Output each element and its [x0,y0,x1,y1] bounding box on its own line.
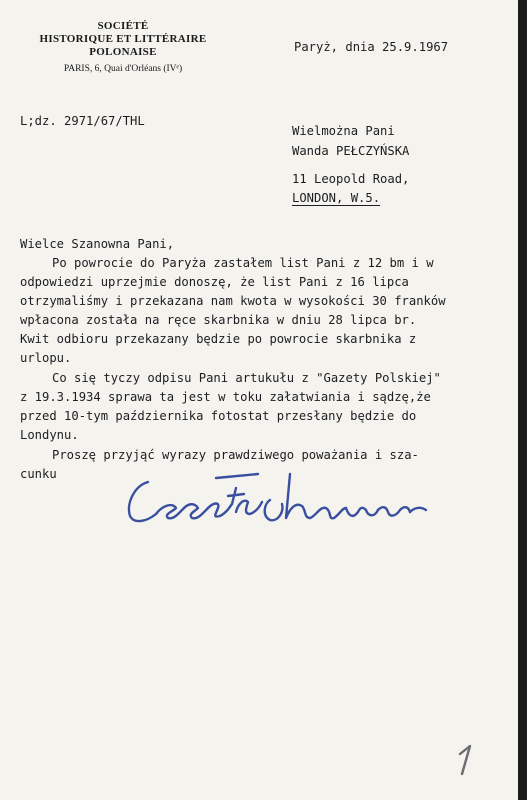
letterhead-line-3: POLONAISE [89,46,157,58]
body-line: Kwit odbioru przekazany będzie po powrocie skarbnika z [20,332,417,346]
handwritten-signature [120,452,450,542]
date-line: Paryż, dnia 25.9.1967 [294,40,449,54]
recipient-name: Wanda PEŁCZYŃSKA [292,144,410,158]
recipient-city: LONDON, W.5. [292,191,381,205]
recipient-title: Wielmożna Pani [292,124,395,138]
letterhead-line-1: SOCIÉTÉ [97,20,149,32]
body-line: Londynu. [20,428,79,442]
pencil-stroke-icon [446,740,486,780]
body-line: wpłacona została na ręce skarbnika w dniu 28 lipca br. [20,313,417,327]
letterhead-address: PARIS, 6, Quai d'Orléans (IVᵉ) [63,64,183,74]
reference-number: L;dz. 2971/67/THL [20,114,145,128]
body-line: Po powrocie do Paryża zastałem list Pani z 12 bm i w [52,256,434,270]
body-line: Co się tyczy odpisu Pani artukułu z "Gazety Polskiej" [52,371,441,385]
body-line: urlopu. [20,351,72,365]
body-line: cunku [20,467,57,481]
body-line: z 19.3.1934 sprawa ta jest w toku załatwiania i sądzę,że [20,390,431,404]
letterhead [18,20,228,75]
body-line: otrzymaliśmy i przekazana nam kwota w wysokości 30 franków [20,294,446,308]
page-number-mark [446,740,486,785]
body-line: odpowiedzi uprzejmie donoszę, że list Pani z 16 lipca [20,275,409,289]
body-line: Proszę przyjąć wyrazy prawdziwego poważania i sza- [52,448,419,462]
recipient-street: 11 Leopold Road, [292,172,410,186]
body-line: przed 10-tym października fotostat przesłany będzie do [20,409,417,423]
greeting: Wielce Szanowna Pani, [20,237,175,251]
letterhead-line-2: HISTORIQUE ET LITTÉRAIRE [39,33,207,45]
